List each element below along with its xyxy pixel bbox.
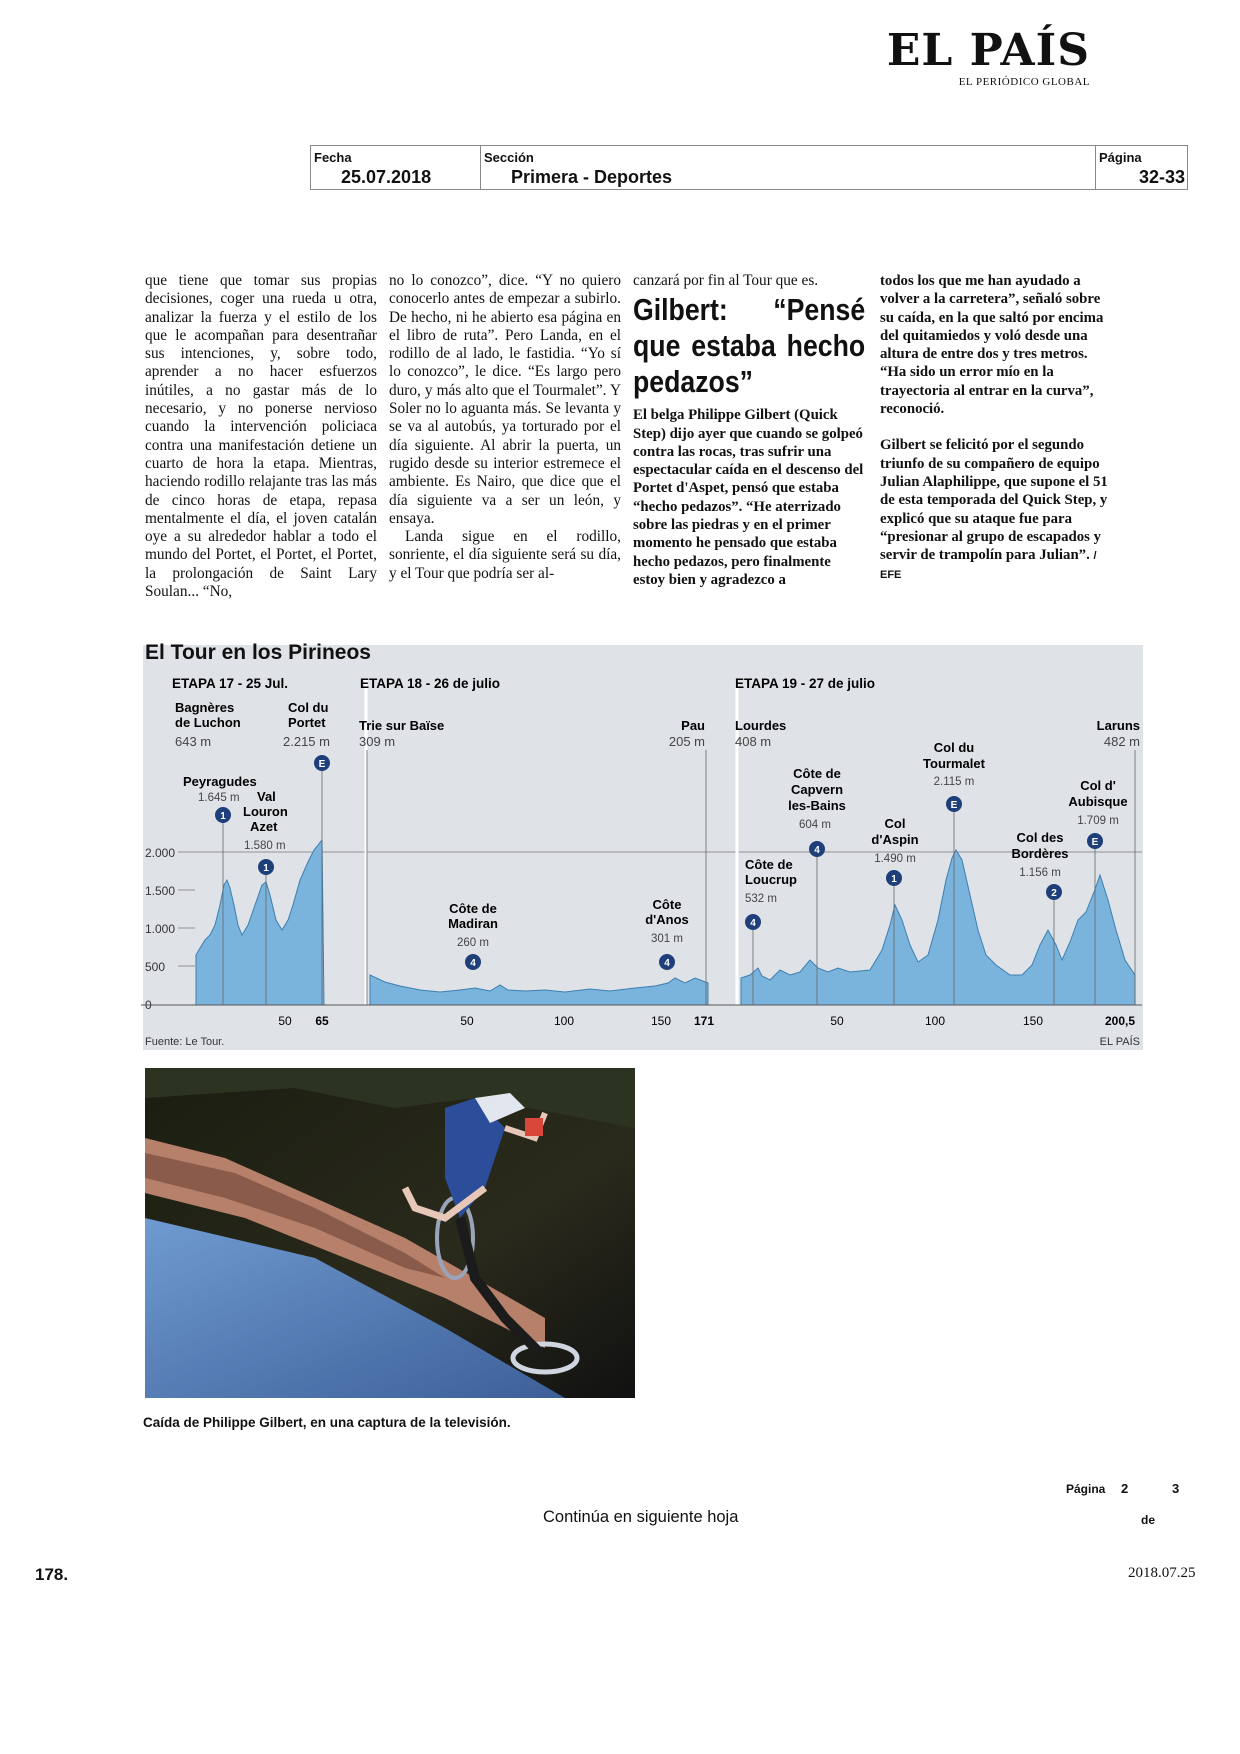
article-paragraph: que tiene que tomar sus propias decisiones, coger una rueda u otra, analizar la fuerza y el estilo de los que le acompañan para desentrañar sus intenciones, y, sobre todo, aprender a no hacer esfuerzos inútiles, a no gastar más de lo necesario, y no ponerse nervioso cuando la intervención policiaca contra una manifestación detiene un cuarto de hora la etapa. Mientras, haciendo rodillo relajante tras las más de cinco horas de etapa, repasa mentalmente el día, el joven catalán oye a su alrededor hablar a todo el mundo del Portet, el Portet, el Portet, la prolongación de Saint Lary Soulan... “No, [145,272,377,601]
stage17-start: Bagnères [175,700,235,715]
climb-name: Azet [250,819,278,834]
stage17-end: Col du [288,700,329,715]
climb-name: Madiran [448,916,498,931]
footer-doc-number: 178. [35,1565,69,1584]
photo-caption: Caída de Philippe Gilbert, en una captura de la televisión. [143,1415,511,1430]
infographic-source: Fuente: Le Tour. [145,1036,225,1048]
stage17-end-alt: 2.215 m [283,734,330,749]
sidebar-headline: Gilbert: “Pensé que estaba hecho pedazos” [633,292,866,400]
climb-alt: 604 m [799,819,831,831]
climb-name: d'Aspin [871,832,919,847]
footer-continua: Continúa en siguiente hoja [543,1508,739,1526]
fecha-value: 25.07.2018 [341,167,432,187]
climb-name: Col des [1016,830,1064,845]
x-tick-label: 150 [650,1014,672,1028]
y-tick-label: 0 [145,998,152,1012]
stage19-profile [741,850,1135,1005]
stage18-start-alt: 309 m [359,734,396,749]
x-tick-label: 100 [553,1014,575,1028]
stage18-profile [370,975,708,1005]
stage19-start: Lourdes [735,718,787,733]
footer-page-number: 2 [1121,1481,1129,1496]
category-label: E [1091,837,1099,848]
category-label: 4 [814,845,820,856]
stage18-start: Trie sur Baïse [359,718,445,733]
crash-photo [145,1068,635,1398]
stage19-end: Laruns [1096,718,1140,733]
climb-name: Capvern [790,782,844,797]
climb-name: Côte de [449,901,497,916]
climb-name: Tourmalet [923,756,985,771]
stage19-start-alt: 408 m [735,734,772,749]
x-tick-label: 200,5 [1104,1014,1136,1028]
y-tick-label: 1.000 [145,922,176,936]
climb-name: Val [257,789,276,804]
category-label: 1 [263,863,269,874]
sidebar-paragraph: El belga Philippe Gilbert (Quick Step) dijo ayer que cuando se golpeó contra las rocas, tras sufrir una espectacular caída en el descenso del Portet d'Aspet, pensó que estaba “hecho pedazos”. “He aterrizado sobre las piedras y en el primer momento he pensado que estaba hecho pedazos, pero finalmente estoy bien y agradezco a [633,407,864,588]
x-tick-label: 150 [1022,1014,1044,1028]
x-tick-label: 50 [278,1014,292,1028]
climb-name: d'Anos [645,912,689,927]
sidebar-credit: / EFE [880,550,1097,582]
footer-de: de [1141,1513,1156,1527]
climb-name: Col du [933,740,975,755]
climb-name: Col [884,816,906,831]
climb-alt: 1.490 m [874,853,916,865]
climb-name: Côte [652,897,682,912]
climb-name: Loucrup [745,872,797,887]
footer-page-total: 3 [1172,1481,1180,1496]
sidebar-paragraph: todos los que me han ayudado a volver a la carretera”, señaló sobre su caída, en la que saltó por encima del quitamiedos y voló desde una altura de entre dos y tres metros. “Ha sido un error mío en la trayectoria al entrar en la curva”, reconoció. [880,273,1104,418]
category-label: 4 [470,958,476,969]
climb-alt: 1.156 m [1019,867,1061,879]
climb-alt: 1.709 m [1077,815,1119,827]
stage19-title: ETAPA 19 - 27 de julio [735,676,876,691]
category-label: 1 [891,874,897,885]
stage18-end-alt: 205 m [668,734,705,749]
climb-alt: 1.645 m [198,792,240,804]
x-tick-label: 50 [460,1014,474,1028]
climb-alt: 301 m [651,933,683,945]
y-tick-label: 2.000 [145,846,176,860]
climb-alt: 2.115 m [933,776,975,788]
climb-name: Peyragudes [183,774,257,789]
climb-name: Col d' [1080,778,1116,793]
category-label: 2 [1051,888,1057,899]
stage17-start: de Luchon [175,715,241,730]
article-paragraph: Landa sigue en el rodillo, sonriente, el día siguiente será su día, y el Tour que podría ser al- [389,528,621,582]
stage17-title: ETAPA 17 - 25 Jul. [172,676,289,691]
x-tick-label: 50 [830,1014,844,1028]
climb-name: les-Bains [788,798,846,813]
stage18-end: Pau [681,718,705,733]
stage17-start-alt: 643 m [175,734,212,749]
article-paragraph: canzará por fin al Tour que es. [633,272,819,289]
climb-name: Bordères [1011,846,1069,861]
footer-pagina-label: Página [1066,1482,1106,1496]
climb-name: Louron [243,804,288,819]
seccion-label: Sección [484,150,534,165]
climb-name: Côte de [745,857,793,872]
seccion-value: Primera - Deportes [511,167,673,187]
footer-date: 2018.07.25 [1128,1565,1196,1581]
y-tick-label: 1.500 [145,884,176,898]
x-tick-label: 100 [924,1014,946,1028]
stage19-end-alt: 482 m [1103,734,1140,749]
category-label: E [950,800,958,811]
crash-photo-image [145,1068,635,1398]
fecha-label: Fecha [314,150,352,165]
climb-name: Aubisque [1068,794,1128,809]
pagina-label: Página [1099,150,1142,165]
category-label: E [318,759,326,770]
x-tick-label: 171 [693,1014,715,1028]
category-label: 4 [664,958,670,969]
climb-alt: 1.580 m [244,840,286,852]
logo-tagline: EL PERIÓDICO GLOBAL [958,76,1090,88]
infographic-title: El Tour en los Pirineos [145,641,371,664]
logo-text: EL PAÍS [886,25,1090,76]
stage18-title: ETAPA 18 - 26 de julio [360,676,501,691]
infographic-credit: EL PAÍS [1099,1036,1140,1048]
stage17-end: Portet [288,715,326,730]
y-tick-label: 500 [145,960,166,974]
pagina-value: 32-33 [1138,167,1185,187]
category-label: 1 [220,811,226,822]
sidebar-text: Gilbert se felicitó por el segundo triunfo de su compañero de equipo Julian Alaphilippe, que supone el 51 de esta temporada del Quick Step, y explicó que su ataque fue para “presionar al grupo de escapados y servir de trampolín para Julian”. [880,437,1108,564]
climb-alt: 532 m [745,893,777,905]
climb-name: Côte de [793,766,841,781]
x-tick-label: 65 [315,1014,329,1028]
category-label: 4 [750,918,756,929]
article-paragraph: no lo conozco”, dice. “Y no quiero conocerlo antes de empezar a subirlo. De hecho, ni he abierto esa página en el libro de ruta”. Pero Landa, en el rodillo de al lado, le fastidia. “Yo sí lo conozco”, le dice. “Es largo pero duro, y más alto que el Tourmalet”. Y Soler no lo aguanta más. Se levanta y se va al autobús, ya torturado por el día siguiente. Al abrir la puerta, un rugido desde su interior estremece el ambiente. Es Nairo, que dice que el día siguiente va a ser un león, y ensaya. [389,272,621,527]
climb-alt: 260 m [457,937,489,949]
